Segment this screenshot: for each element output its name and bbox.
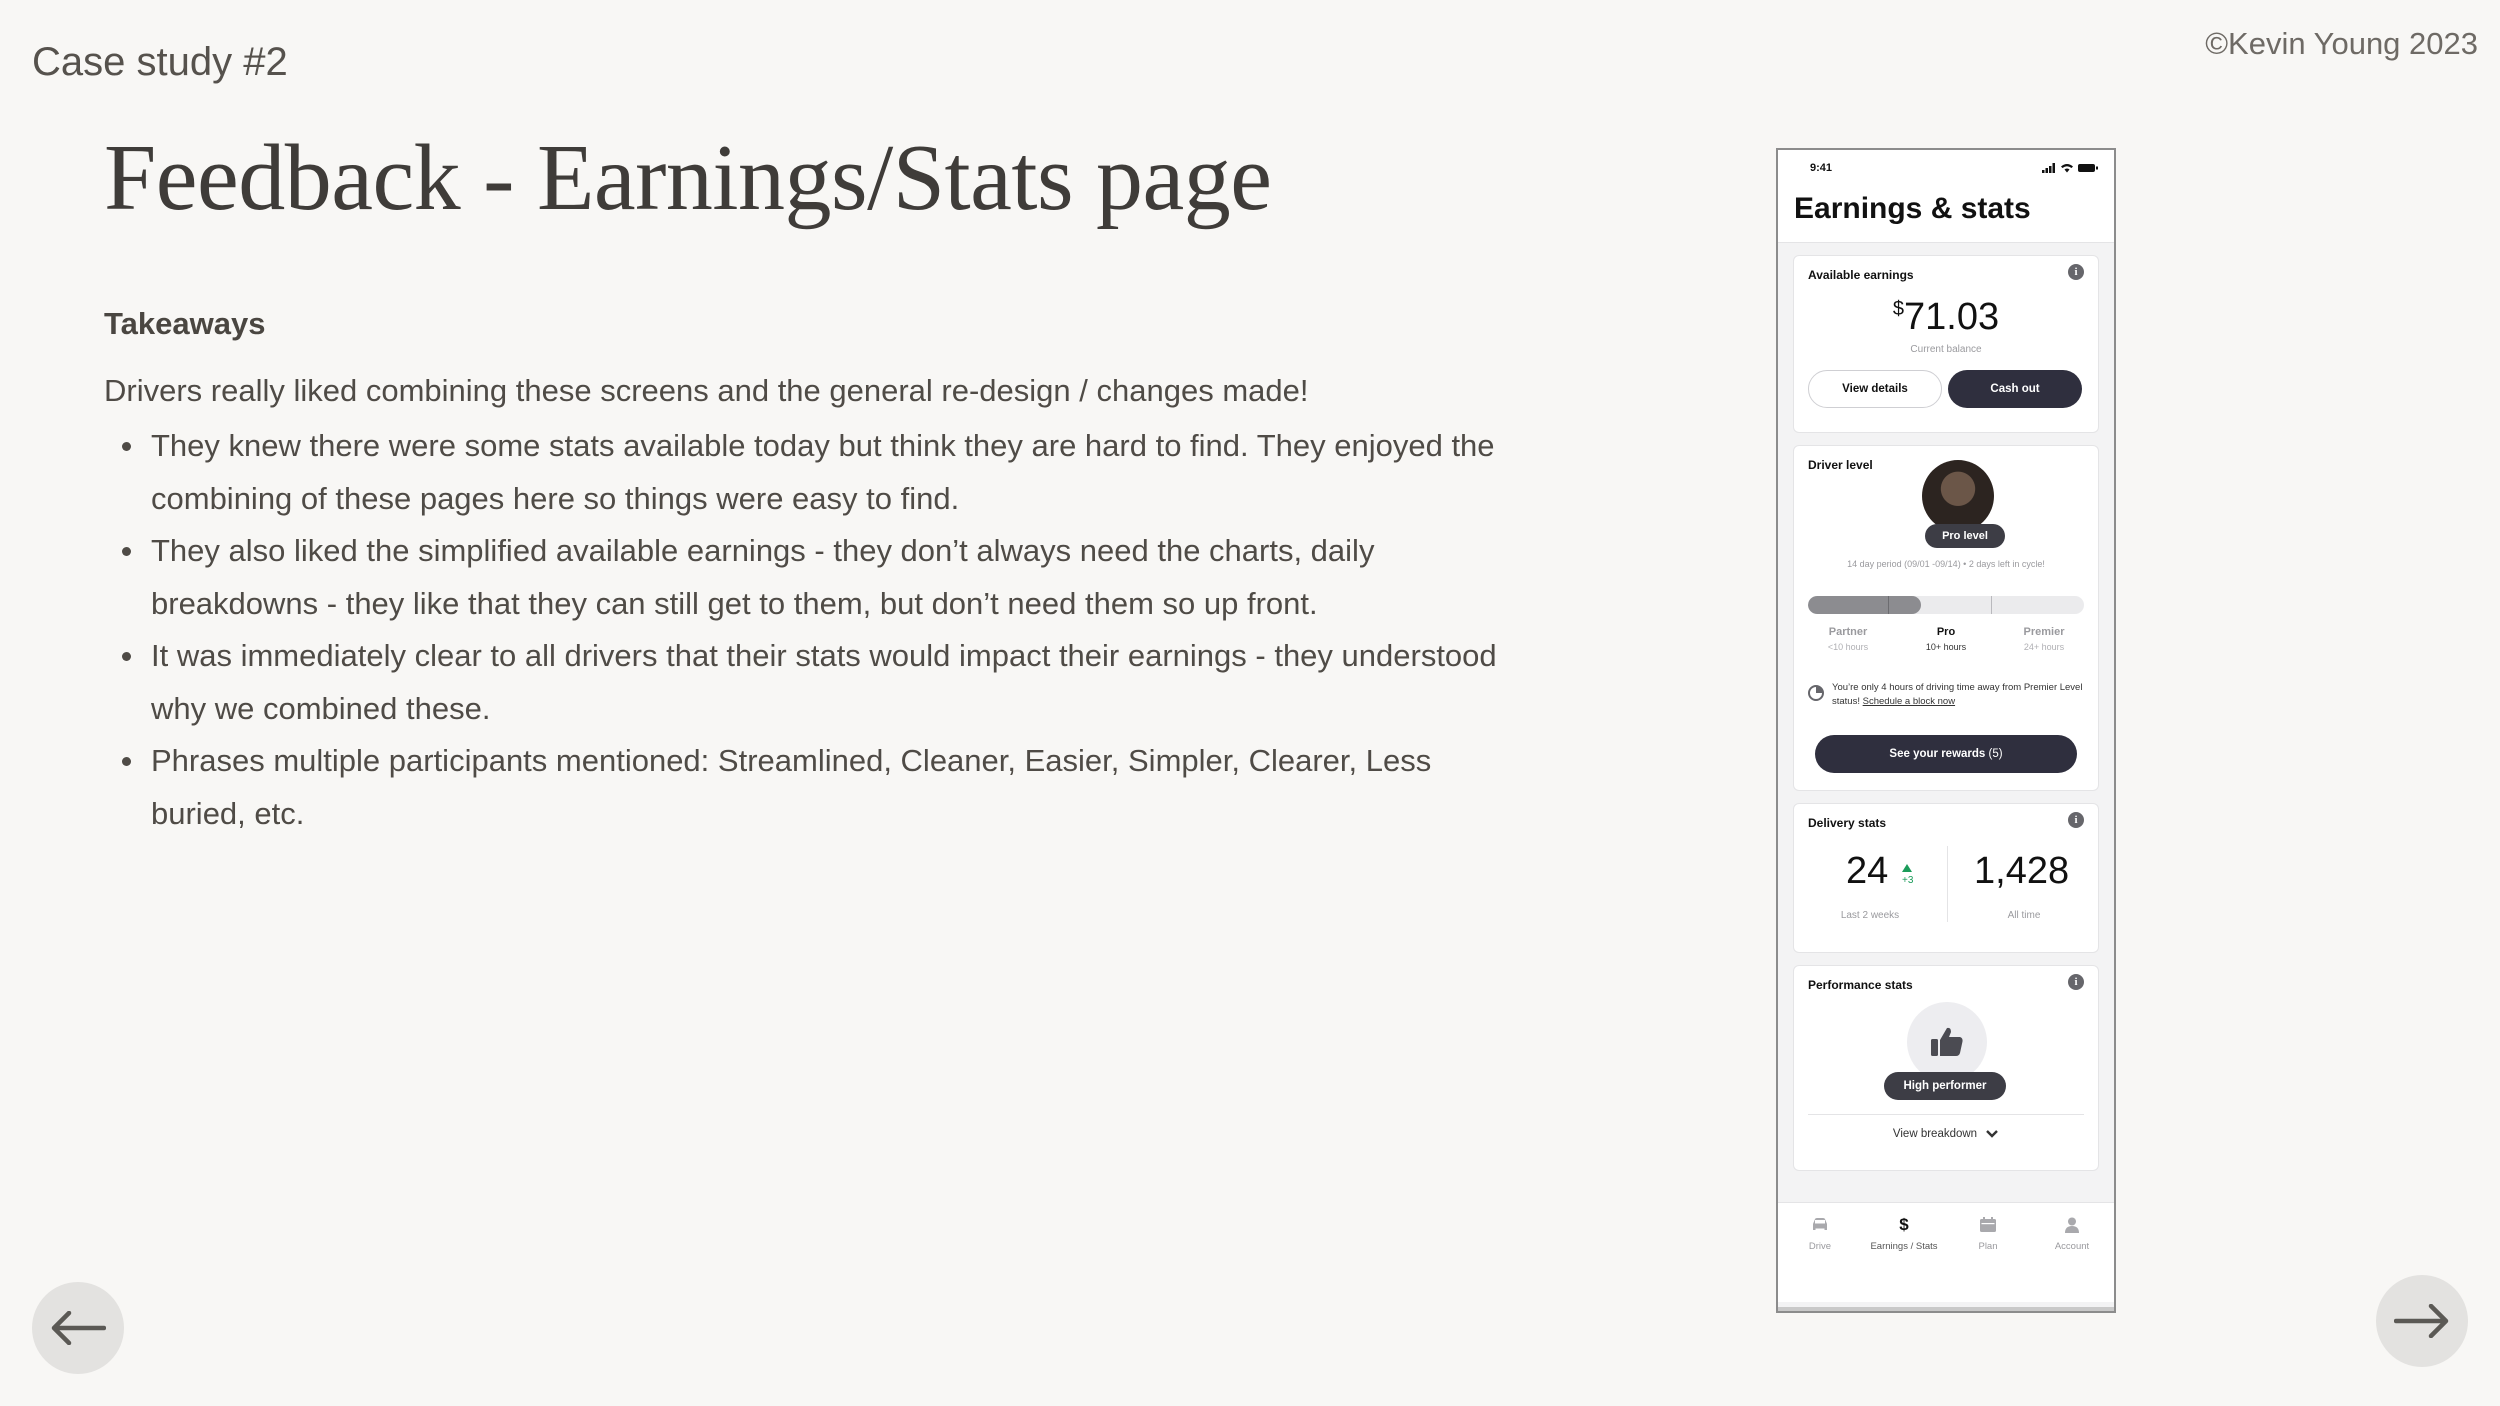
see-rewards-button[interactable] bbox=[1815, 735, 2077, 773]
earnings-card bbox=[1793, 255, 2099, 433]
tab-plan[interactable] bbox=[1948, 1215, 2028, 1252]
level-progress-fill bbox=[1808, 596, 1921, 614]
recent-deliveries-value: 24 bbox=[1846, 850, 1889, 892]
tier-partner bbox=[1808, 626, 1888, 652]
list-item bbox=[104, 525, 1524, 630]
thumbs-up-badge bbox=[1907, 1002, 1987, 1082]
thumbs-up-icon bbox=[1930, 1026, 1964, 1058]
tier-marker bbox=[1991, 596, 1992, 614]
list-item bbox=[104, 420, 1524, 525]
list-item-text: It was immediately clear to all drivers that their stats would impact their earnings - they understood why we combined these. bbox=[151, 638, 1497, 726]
previous-slide-button[interactable] bbox=[32, 1282, 124, 1374]
tier-name: Pro bbox=[1936, 626, 1956, 638]
takeaway-list bbox=[104, 420, 1524, 840]
tab-bar bbox=[1778, 1202, 2114, 1302]
tier-premier bbox=[2004, 626, 2084, 652]
delivery-stats-card bbox=[1793, 803, 2099, 953]
bullet-dot bbox=[122, 547, 131, 556]
schedule-block-link[interactable]: Schedule a block now bbox=[1862, 696, 1956, 707]
next-slide-button[interactable] bbox=[2376, 1275, 2468, 1367]
view-breakdown-button[interactable] bbox=[1794, 1128, 2098, 1140]
info-icon[interactable]: i bbox=[2068, 974, 2084, 990]
driver-level-label: Driver level bbox=[1808, 458, 1873, 472]
tier-hours: 10+ hours bbox=[1925, 642, 1967, 652]
copyright: ©Kevin Young 2023 bbox=[2205, 26, 2478, 61]
tab-label: Earnings / Stats bbox=[1870, 1241, 1938, 1252]
nudge-text bbox=[1832, 681, 2088, 709]
battery-icon bbox=[2078, 163, 2098, 173]
list-item bbox=[104, 630, 1524, 735]
recent-deliveries-delta: +3 bbox=[1902, 875, 1914, 886]
tier-hours: <10 hours bbox=[1827, 642, 1869, 652]
bullet-dot bbox=[122, 652, 131, 661]
avatar bbox=[1922, 460, 1994, 532]
status-time: 9:41 bbox=[1810, 162, 1833, 174]
signal-icon bbox=[2042, 163, 2056, 173]
level-badge: Pro level bbox=[1925, 524, 2005, 548]
tier-marker bbox=[1888, 596, 1889, 614]
case-study-label: Case study #2 bbox=[32, 40, 288, 84]
bullet-dot bbox=[122, 757, 131, 766]
car-icon bbox=[1810, 1215, 1830, 1235]
intro-text: Drivers really liked combining these screens and the general re-design / changes made! bbox=[104, 373, 1309, 408]
performance-badge: High performer bbox=[1884, 1072, 2006, 1100]
phone-header bbox=[1778, 186, 2114, 243]
rewards-count: (5) bbox=[1988, 748, 2003, 760]
level-progress-bar bbox=[1808, 596, 2084, 614]
nudge-message: You’re only 4 hours of driving time away from Premier Level status! bbox=[1832, 682, 2083, 707]
trend-up-icon bbox=[1902, 864, 1912, 872]
earnings-value: 71.03 bbox=[1904, 296, 2000, 338]
earnings-amount bbox=[1794, 296, 2098, 339]
tab-drive[interactable] bbox=[1780, 1215, 1860, 1252]
all-time-deliveries-value: 1,428 bbox=[1974, 850, 2070, 892]
tab-label: Drive bbox=[1808, 1241, 1832, 1252]
rewards-label: See your rewards bbox=[1889, 748, 1986, 760]
card-divider bbox=[1808, 1114, 2084, 1115]
calendar-icon bbox=[1979, 1215, 1997, 1235]
performance-stats-card bbox=[1793, 965, 2099, 1171]
list-item bbox=[104, 735, 1524, 840]
phone-title: Earnings & stats bbox=[1794, 192, 2031, 225]
driver-level-card bbox=[1793, 445, 2099, 791]
phone-mockup bbox=[1776, 148, 2116, 1313]
bullet-dot bbox=[122, 442, 131, 451]
list-item-text: They also liked the simplified available earnings - they don’t always need the charts, daily breakdowns - they like that they can still get to them, but don’t need them so up front. bbox=[151, 533, 1375, 621]
arrow-left-icon bbox=[50, 1311, 106, 1345]
view-breakdown-label: View breakdown bbox=[1892, 1128, 1978, 1140]
tier-name: Premier bbox=[2023, 626, 2065, 638]
status-icons bbox=[2042, 163, 2098, 173]
tab-account[interactable] bbox=[2032, 1215, 2112, 1252]
tier-name: Partner bbox=[1828, 626, 1868, 638]
dollar-icon: $ bbox=[1899, 1215, 1909, 1234]
chevron-down-icon bbox=[1985, 1129, 1999, 1139]
info-icon[interactable]: i bbox=[2068, 264, 2084, 280]
progress-ring-icon bbox=[1808, 685, 1824, 701]
tab-label: Account bbox=[2054, 1241, 2090, 1252]
earnings-caption: Current balance bbox=[1910, 344, 1982, 355]
phone-bottom-edge bbox=[1778, 1307, 2114, 1311]
takeaways-heading: Takeaways bbox=[104, 306, 266, 341]
tab-label: Plan bbox=[1978, 1241, 1998, 1252]
person-icon bbox=[2064, 1215, 2080, 1235]
delivery-stats-label: Delivery stats bbox=[1808, 816, 1887, 830]
tier-pro bbox=[1906, 626, 1986, 652]
stat-divider bbox=[1947, 846, 1948, 922]
cash-out-button[interactable]: Cash out bbox=[1948, 370, 2082, 408]
recent-deliveries-caption: Last 2 weeks bbox=[1840, 910, 1900, 921]
status-bar bbox=[1778, 150, 2114, 186]
tab-earnings-stats[interactable] bbox=[1864, 1215, 1944, 1252]
view-details-button[interactable]: View details bbox=[1808, 370, 1942, 408]
list-item-text: Phrases multiple participants mentioned: Streamlined, Cleaner, Easier, Simpler, Clearer, Less buried, etc. bbox=[151, 743, 1432, 831]
level-period: 14 day period (09/01 -09/14) • 2 days left in cycle! bbox=[1847, 559, 2045, 569]
arrow-right-icon bbox=[2394, 1304, 2450, 1338]
wifi-icon bbox=[2060, 163, 2074, 173]
currency-symbol: $ bbox=[1892, 298, 1905, 320]
level-nudge bbox=[1808, 681, 2088, 709]
earnings-label: Available earnings bbox=[1808, 268, 1914, 282]
performance-stats-label: Performance stats bbox=[1808, 978, 1913, 992]
tier-hours: 24+ hours bbox=[2023, 642, 2065, 652]
slide-title: Feedback - Earnings/Stats page bbox=[104, 126, 1272, 230]
info-icon[interactable]: i bbox=[2068, 812, 2084, 828]
list-item-text: They knew there were some stats available today but think they are hard to find. They enjoyed the combining of these pages here so things were easy to find. bbox=[151, 428, 1495, 516]
all-time-deliveries-caption: All time bbox=[2007, 910, 2041, 921]
